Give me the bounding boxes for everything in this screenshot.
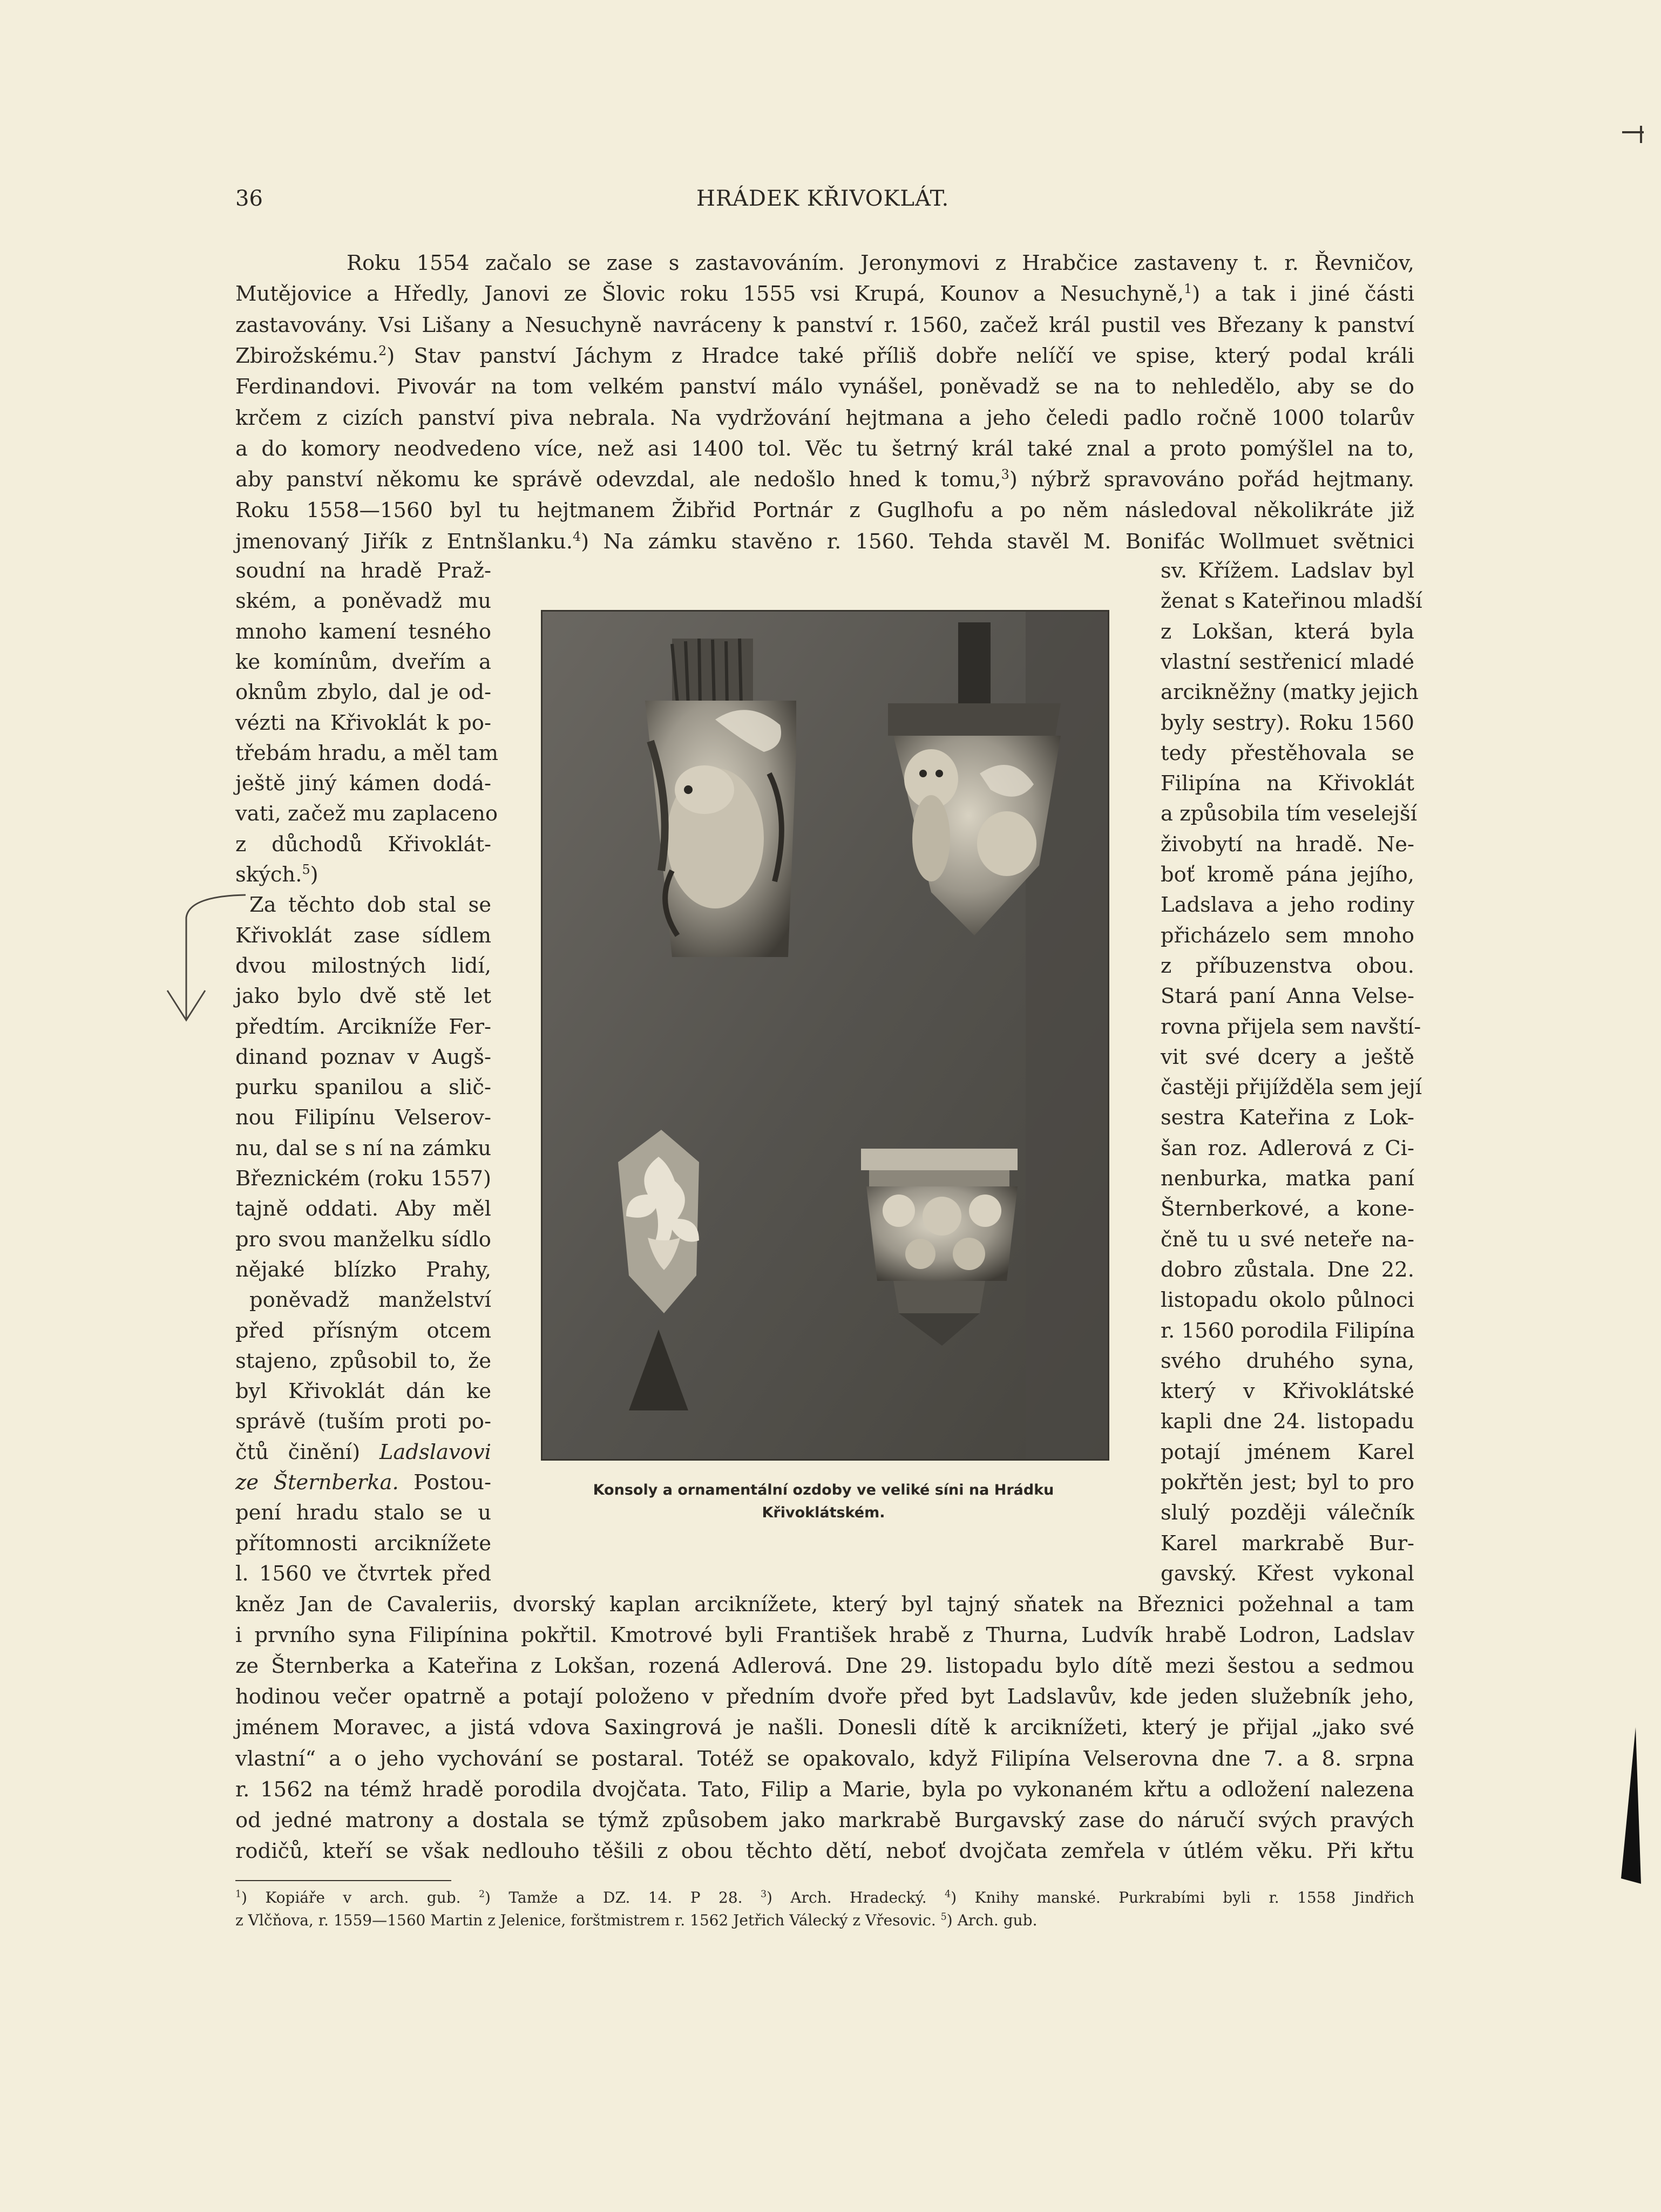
text-line bbox=[1161, 1255, 1414, 1285]
text-run: svého druhého syna, bbox=[1161, 1348, 1414, 1373]
text-run: jmenovaný Jiřík z Entnšlanku. bbox=[235, 529, 573, 554]
text-run: Stará paní Anna Velse- bbox=[1161, 984, 1414, 1009]
text-run: nu, dal se s ní na zámku bbox=[235, 1136, 491, 1161]
text-line bbox=[347, 248, 1414, 279]
text-run: boť kromě pána jejího, bbox=[1161, 863, 1414, 887]
text-line bbox=[235, 1498, 491, 1528]
text-run: a způsobila tím veselejší bbox=[1161, 802, 1418, 826]
text-run: slulý později válečník bbox=[1161, 1501, 1414, 1525]
text-line bbox=[235, 830, 491, 860]
text-run: od jedné matrony a dostala se týmž způsobem jako markrabě Burgavský zase do náručí svých pravých bbox=[235, 1808, 1414, 1833]
footnote-ref: 5 bbox=[940, 1911, 947, 1923]
text-line bbox=[235, 1620, 1414, 1651]
text-run: pení hradu stalo se u bbox=[235, 1501, 491, 1525]
text-run: r. 1562 na témž hradě porodila dvojčata. Tato, Filip a Marie, byla po vykonaném křtu a odložení nalezena bbox=[235, 1777, 1414, 1802]
text-line bbox=[235, 372, 1414, 402]
text-run: z Vlčňova, r. 1559—1560 Martin z Jelenice, forštmistrem r. 1562 Jetřich Válecký z Vřesovic. bbox=[235, 1911, 941, 1929]
text-line bbox=[249, 1285, 491, 1315]
text-run: nějaké blízko Prahy, bbox=[235, 1257, 491, 1282]
text-line bbox=[235, 341, 1414, 371]
text-run: Ferdinandovi. Pivovár na tom velkém panství málo vynášel, poněvadž se na to nehledělo, aby se do bbox=[235, 375, 1414, 399]
text-run: stajeno, způsobil to, že bbox=[235, 1348, 491, 1373]
text-run: nou Filipínu Velserov- bbox=[235, 1105, 491, 1130]
text-run: zastavovány. Vsi Lišany a Nesuchyně navráceny k panství r. 1560, začež král pustil ves Březany k panství bbox=[235, 313, 1414, 337]
text-line bbox=[235, 981, 491, 1012]
text-run: pokřtěn jest; byl to pro bbox=[1161, 1470, 1414, 1495]
text-line bbox=[235, 279, 1414, 309]
caption-line-2: Křivoklátském. bbox=[762, 1504, 885, 1521]
text-line bbox=[235, 1713, 1414, 1743]
text-run: krčem z cizích panství piva nebrala. Na vydržování hejtmana a jeho čeledi padlo ročně 1000 tolarův bbox=[235, 405, 1414, 430]
text-run: přítomnosti arciknížete bbox=[235, 1531, 491, 1556]
text-run: tedy přestěhovala se bbox=[1161, 741, 1414, 765]
text-run: ze Šternberka a Kateřina z Lokšan, rozená Adlerová. Dne 29. listopadu bylo dítě mezi šestou a sedmou bbox=[235, 1654, 1414, 1679]
text-line bbox=[1161, 1559, 1414, 1589]
text-run: a do komory neodvedeno více, než asi 1400 tol. Věc tu šetrný král také znal a proto pomýšlel na to, bbox=[235, 436, 1414, 461]
text-run: i prvního syna Filipínina pokřtil. Kmotrové byli František hrabě z Thurna, Ludvík hrabě Lodron, Ladslav bbox=[235, 1623, 1414, 1648]
text-run: čtů činění) Ladslavovi bbox=[235, 1440, 491, 1464]
text-run: sv. Křížem. Ladslav byl bbox=[1161, 559, 1414, 583]
text-line bbox=[1161, 981, 1414, 1012]
text-line bbox=[1161, 830, 1414, 860]
text-run: purku spanilou a slič- bbox=[235, 1075, 491, 1100]
text-run: ) a tak i jiné části bbox=[1192, 282, 1415, 307]
text-line bbox=[235, 1042, 491, 1073]
text-line bbox=[1161, 769, 1414, 799]
footnote-rule bbox=[235, 1880, 451, 1881]
text-line bbox=[235, 738, 499, 769]
text-run: Filipína na Křivoklát bbox=[1161, 771, 1414, 796]
text-line bbox=[1161, 1437, 1414, 1468]
text-run: z důchodů Křivoklát- bbox=[235, 832, 491, 857]
text-line bbox=[1161, 677, 1419, 708]
text-run: l. 1560 ve čtvrtek před bbox=[235, 1561, 491, 1586]
text-line bbox=[235, 527, 1414, 557]
text-line bbox=[235, 860, 491, 890]
text-line bbox=[235, 465, 1414, 495]
text-run: potají jménem Karel bbox=[1161, 1440, 1414, 1464]
text-run: ) Stav panství Jáchym z Hradce také příliš dobře nelíčí ve spise, který podal králi bbox=[387, 343, 1414, 368]
text-line bbox=[1161, 921, 1414, 951]
text-line bbox=[235, 677, 491, 708]
text-run: ) Arch. gub. bbox=[946, 1911, 1038, 1929]
text-run: ) Tamže a DZ. 14. P 28. bbox=[485, 1889, 761, 1906]
text-line bbox=[235, 1194, 491, 1224]
text-line bbox=[235, 769, 491, 799]
text-run: vlastní“ a o jeho vychování se postaral. Totéž se opakovalo, když Filipína Velserovna dne 7. a 8. srpna bbox=[235, 1746, 1414, 1771]
text-run: ) bbox=[310, 863, 318, 887]
text-run: šan roz. Adlerová z Ci- bbox=[1161, 1136, 1414, 1161]
text-line bbox=[235, 1806, 1414, 1836]
text-line bbox=[235, 1103, 491, 1133]
text-run: tajně oddati. Aby měl bbox=[235, 1197, 491, 1222]
text-line bbox=[1161, 647, 1414, 677]
text-run: rovna přijela sem navští- bbox=[1161, 1014, 1421, 1039]
text-line bbox=[1161, 1225, 1414, 1255]
text-line bbox=[1161, 1498, 1414, 1528]
text-line bbox=[235, 496, 1414, 526]
text-line bbox=[235, 1590, 1414, 1620]
footnote-ref: 1 bbox=[235, 1889, 242, 1900]
text-line bbox=[235, 1407, 491, 1437]
text-run: ) Kopiáře v arch. gub. bbox=[241, 1889, 479, 1906]
caption-line-1: Konsoly a ornamentální ozdoby ve veliké síni na Hrádku bbox=[593, 1482, 1054, 1498]
text-run: kapli dne 24. listopadu bbox=[1161, 1409, 1414, 1434]
text-line bbox=[235, 1437, 491, 1468]
footnote-ref: 5 bbox=[302, 862, 310, 878]
text-line bbox=[1161, 860, 1414, 890]
text-line bbox=[235, 586, 491, 616]
text-line bbox=[235, 951, 491, 981]
text-run: ) nýbrž spravováno pořád hejtmany. bbox=[1009, 467, 1414, 492]
pencil-annotation-mark bbox=[157, 885, 254, 1026]
text-run: Roku 1558—1560 byl tu hejtmanem Žibřid Portnár z Guglhofu a po něm následoval několikráte již bbox=[235, 498, 1414, 523]
text-line bbox=[1161, 1134, 1414, 1164]
text-line bbox=[1161, 1012, 1421, 1042]
text-line bbox=[1161, 1316, 1414, 1346]
text-run: Zbirožskému. bbox=[235, 343, 378, 368]
text-run: ských. bbox=[235, 863, 302, 887]
text-run: Šternberkové, a kone- bbox=[1161, 1197, 1414, 1222]
text-line bbox=[1161, 1376, 1414, 1407]
text-run: dinand poznav v Augš- bbox=[235, 1044, 491, 1069]
text-line bbox=[235, 1346, 491, 1376]
text-line bbox=[1161, 890, 1414, 920]
text-line bbox=[235, 1073, 491, 1103]
text-run: Křivoklát zase sídlem bbox=[235, 923, 491, 948]
text-run: byl Křivoklát dán ke bbox=[235, 1379, 491, 1404]
figure-plate-consoles bbox=[541, 610, 1109, 1461]
text-run: gavský. Křest vykonal bbox=[1161, 1561, 1414, 1586]
text-run: Karel markrabě Bur- bbox=[1161, 1531, 1414, 1556]
text-line bbox=[1161, 799, 1418, 829]
text-run: ženat s Kateřinou mladší bbox=[1161, 589, 1422, 614]
running-title: HRÁDEK KŘIVOKLÁT. bbox=[696, 186, 950, 211]
text-line bbox=[1161, 1073, 1422, 1103]
text-line bbox=[235, 1376, 491, 1407]
text-line bbox=[1161, 1164, 1414, 1194]
text-line bbox=[1161, 617, 1414, 647]
text-run: ) Knihy manské. Purkrabími byli r. 1558 Jindřich bbox=[951, 1889, 1414, 1906]
text-run: hodinou večer opatrně a potají položeno v předním dvoře před byt Ladslavův, kde jeden služebník jeho, bbox=[235, 1685, 1414, 1709]
text-run: před přísným otcem bbox=[235, 1318, 491, 1343]
text-run: arcikněžny (matky jejich bbox=[1161, 680, 1419, 705]
text-run: sestra Kateřina z Lok- bbox=[1161, 1105, 1414, 1130]
text-line bbox=[235, 1651, 1414, 1681]
text-run: byly sestry). Roku 1560 bbox=[1161, 710, 1414, 735]
text-line bbox=[235, 1744, 1414, 1774]
footnote-ref: 4 bbox=[572, 528, 581, 544]
text-run: Mutějovice a Hředly, Janovi ze Šlovic roku 1555 vsi Krupá, Kounov a Nesuchyně, bbox=[235, 282, 1184, 307]
text-run: častěji přijížděla sem její bbox=[1161, 1075, 1422, 1100]
text-line bbox=[1161, 1285, 1414, 1315]
text-line bbox=[1161, 1407, 1414, 1437]
text-run: Roku 1554 začalo se zase s zastavováním. Jeronymovi z Hrabčice zastaveny t. r. Řevničov, bbox=[347, 251, 1414, 275]
text-run: kněz Jan de Cavaleriis, dvorský kaplan arciknížete, který byl tajný sňatek na Březnici požehnal a tam bbox=[235, 1592, 1414, 1617]
text-run: z Lokšan, která byla bbox=[1161, 619, 1414, 644]
text-run: Ladslava a jeho rodiny bbox=[1161, 893, 1414, 918]
text-line bbox=[235, 1134, 491, 1164]
footnote-line bbox=[235, 1909, 1414, 1932]
text-run: živobytí na hradě. Ne- bbox=[1161, 832, 1414, 857]
text-line bbox=[235, 310, 1414, 341]
text-run: který v Křivoklátské bbox=[1161, 1379, 1414, 1404]
figure-caption bbox=[541, 1479, 1106, 1524]
edge-mark-top bbox=[1619, 121, 1652, 154]
text-run: aby panství někomu ke správě odevzdal, ale nedošlo hned k tomu, bbox=[235, 467, 1001, 492]
text-line bbox=[235, 1225, 491, 1255]
text-run: oknům zbylo, dal je od- bbox=[235, 680, 491, 705]
text-line bbox=[1161, 1468, 1414, 1498]
text-run: nenburka, matka paní bbox=[1161, 1166, 1414, 1191]
text-run: ještě jiný kámen dodá- bbox=[235, 771, 491, 796]
text-line bbox=[235, 1316, 491, 1346]
text-line bbox=[235, 708, 491, 738]
consoles-illustration bbox=[543, 612, 1108, 1459]
text-run: čně tu u své neteře na- bbox=[1161, 1227, 1414, 1252]
text-run: předtím. Arcikníže Fer- bbox=[235, 1014, 491, 1039]
text-run: přicházelo sem mnoho bbox=[1161, 923, 1414, 948]
footnote-ref: 3 bbox=[1001, 467, 1009, 483]
text-run: dobro zůstala. Dne 22. bbox=[1161, 1257, 1414, 1282]
text-line bbox=[235, 1164, 491, 1194]
text-line bbox=[235, 1836, 1414, 1867]
text-run: z příbuzenstva obou. bbox=[1161, 953, 1414, 978]
text-run: třebám hradu, a měl tam bbox=[235, 741, 499, 765]
text-line bbox=[1161, 586, 1422, 616]
text-run: Za těchto dob stal se bbox=[249, 893, 491, 918]
text-run: ze Šternberka. Postou- bbox=[235, 1470, 491, 1495]
footnote-line bbox=[235, 1887, 1414, 1909]
footnote-ref: 2 bbox=[479, 1889, 485, 1900]
text-run: dvou milostných lidí, bbox=[235, 953, 491, 978]
text-run: ) Na zámku stavěno r. 1560. Tehda stavěl M. Bonifác Wollmuet světnici bbox=[581, 529, 1414, 554]
text-line bbox=[1161, 556, 1414, 586]
text-line bbox=[235, 403, 1414, 433]
text-run: listopadu okolo půlnoci bbox=[1161, 1288, 1414, 1313]
text-line bbox=[235, 556, 491, 586]
text-run: mnoho kamení tesného bbox=[235, 619, 491, 644]
text-line bbox=[235, 1468, 491, 1498]
text-line bbox=[249, 890, 491, 920]
page-number: 36 bbox=[235, 186, 263, 211]
text-line bbox=[235, 1529, 491, 1559]
text-run: správě (tuším proti po- bbox=[235, 1409, 491, 1434]
text-line bbox=[1161, 951, 1414, 981]
footnote-ref: 1 bbox=[1184, 281, 1192, 297]
edge-tear-mark bbox=[1611, 1716, 1644, 1895]
text-run: r. 1560 porodila Filipína bbox=[1161, 1318, 1415, 1343]
text-line bbox=[235, 434, 1414, 464]
text-run: jménem Moravec, a jistá vdova Saxingrová je našli. Donesli dítě k arciknížeti, který je přijal „jako své bbox=[235, 1715, 1414, 1740]
text-line bbox=[235, 1255, 491, 1285]
text-run: vlastní sestřenicí mladé bbox=[1161, 649, 1414, 674]
text-run: Březnickém (roku 1557) bbox=[235, 1166, 491, 1191]
text-run: jako bylo dvě stě let bbox=[235, 984, 491, 1009]
text-line bbox=[235, 1775, 1414, 1805]
footnote-ref: 2 bbox=[378, 343, 387, 359]
text-run: poněvadž manželství bbox=[249, 1288, 491, 1313]
text-run: soudní na hradě Praž- bbox=[235, 559, 491, 583]
text-run: vézti na Křivoklát k po- bbox=[235, 710, 491, 735]
text-line bbox=[235, 799, 498, 829]
footnote-ref: 4 bbox=[945, 1889, 951, 1900]
text-run: pro svou manželku sídlo bbox=[235, 1227, 491, 1252]
text-line bbox=[1161, 738, 1414, 769]
text-line bbox=[235, 1559, 491, 1589]
footnote-ref: 3 bbox=[761, 1889, 767, 1900]
text-line bbox=[235, 1682, 1414, 1712]
text-line bbox=[1161, 1346, 1414, 1376]
text-line bbox=[235, 647, 491, 677]
text-line bbox=[235, 617, 491, 647]
text-line bbox=[1161, 1103, 1414, 1133]
text-line bbox=[1161, 1529, 1414, 1559]
text-run: ke komínům, dveřím a bbox=[235, 649, 491, 674]
text-run: ) Arch. Hradecký. bbox=[767, 1889, 945, 1906]
text-line bbox=[1161, 1194, 1414, 1224]
text-line bbox=[1161, 708, 1414, 738]
text-line bbox=[235, 1012, 491, 1042]
text-run: rodičů, kteří se však nedlouho těšili z obou těchto dětí, neboť dvojčata zemřela v útlém věku. Při křtu bbox=[235, 1838, 1414, 1863]
text-run: vit své dcery a ještě bbox=[1161, 1044, 1414, 1069]
text-run: vati, začež mu zaplaceno bbox=[235, 802, 498, 826]
text-line bbox=[1161, 1042, 1414, 1073]
text-line bbox=[235, 921, 491, 951]
text-run: ském, a poněvadž mu bbox=[235, 589, 491, 614]
